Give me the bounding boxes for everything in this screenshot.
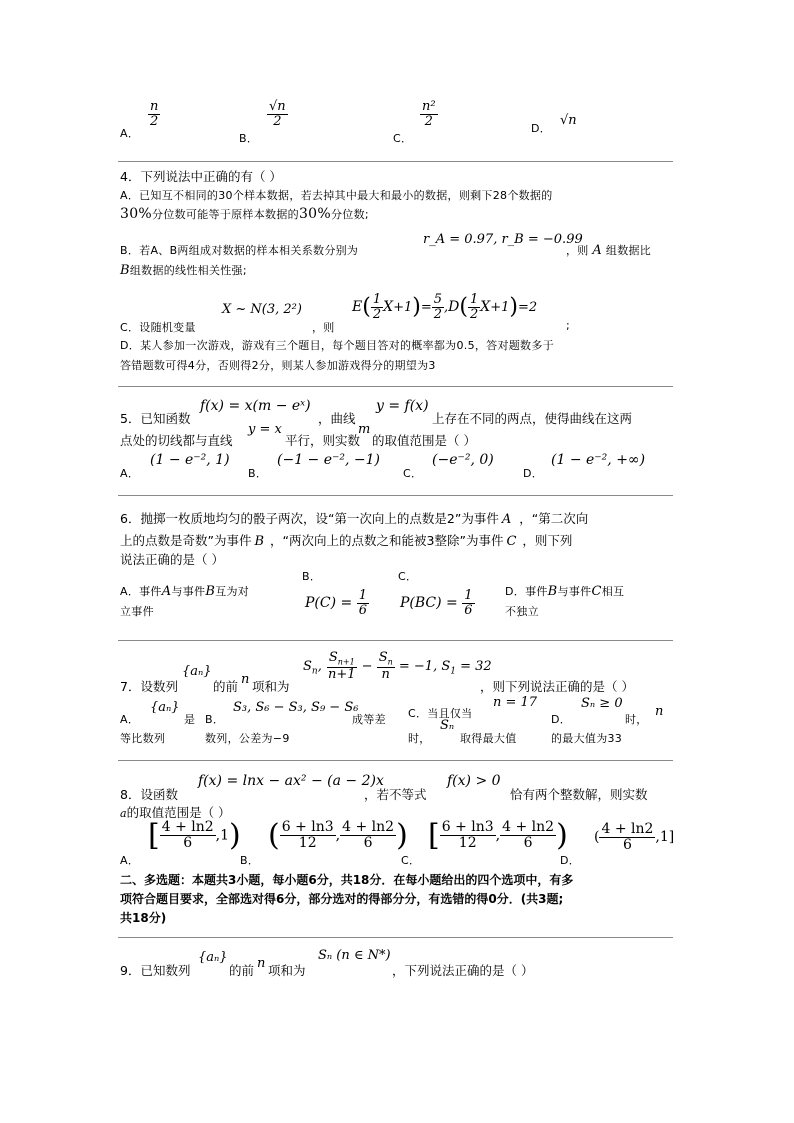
q8-line2: a的取值范围是（ ） [120,805,231,820]
q3-option-c-expr: $\frac{\text{n²}}{2}$ [422,99,436,129]
q7-option-a-line1: A． [120,713,140,726]
q7-option-b-label: B． [205,713,225,726]
q6-option-b-expr: P(C) = $\frac{1}{6}$ [305,588,367,618]
q8-option-c-label: C． [401,854,421,867]
q8-function: f(x) = lnx − ax² − (a − 2)x [198,773,384,789]
q9-stem-2: 的前 [229,963,255,978]
q4-option-b-line1-end: ，则 A 组数据比 [566,243,652,258]
q9-stem-1: 9．已知数列 [120,963,191,978]
q8-option-a-expr: [ $\frac{4 + \ln 2}{6}$ ,1) [148,818,241,853]
q7-option-c-label: C．当且仅当 [408,707,473,720]
q9-stem-4: ，下列说法正确的是（ ） [392,963,534,978]
q8-inequality: f(x) > 0 [447,773,501,789]
q4-option-b-line1: B．若A、B两组成对数据的样本相关系数分别为 [120,244,359,257]
q6-option-b-label: B． [302,570,322,583]
q5-stem-3: 上存在不同的两点，使得曲线在这两 [432,411,633,426]
q4-option-d-line1: D．某人参加一次游戏，游戏有三个题目，每个题目答对的概率都为0.5，答对题数多于 [120,339,554,352]
q4-option-b-correlation: r_A = 0.97, r_B = −0.99 [423,232,583,247]
q5-option-a-label: A． [120,467,140,480]
q5-line2-1: 点处的切线都与直线 [120,433,233,448]
q3-option-d-expr: √n [560,113,577,128]
q6-option-a-line1: A．事件A与事件B互为对 [120,584,250,599]
q8-stem-3: 恰有两个整数解，则实数 [510,787,648,802]
q5-option-b-expr: (−1 − e⁻², −1) [277,452,381,468]
q7-condition: $S_n$, $\frac{S_{n+1}}{n+1}$ − $\frac{S_n}{n}$ = −1, $S_1 = 32$ [303,650,492,682]
q7-option-a-text2: 等比数列 [120,732,166,745]
q7-option-d-n: n [655,704,664,719]
q9-n: n [257,956,266,971]
q5-function: f(x) = x(m − eˣ) [200,398,311,414]
q7-option-c-cond: n = 17 [493,695,538,710]
divider-6 [118,937,673,938]
q4-option-c-expr: E( $\frac{1}{2}$ X+1)= $\frac{5}{2}$ ,D( $\frac{1}{2}$ X+1)=2 [352,292,538,322]
q7-option-b-text2: 数列，公差为−9 [205,732,290,745]
q4-option-a-line1: A．已知互不相同的30个样本数据，若去掉其中最大和最小的数据，则剩下28个数据的 [120,189,553,202]
divider-5 [118,760,673,761]
q3-option-a-label: A． [120,127,140,140]
q7-option-d-text1: 时， [625,713,648,726]
divider-3 [118,495,673,496]
q6-option-c-expr: P(BC) = $\frac{1}{6}$ [400,588,473,618]
q6-line3: 说法正确的是（ ） [120,552,224,567]
q7-option-c-S: Sₙ [440,718,455,733]
q5-option-d-expr: (1 − e⁻², +∞) [551,452,646,468]
q4-stem: 4．下列说法中正确的有（ ） [120,169,282,184]
q5-stem-2: ，曲线 [318,411,356,426]
q5-option-c-expr: (−e⁻², 0) [432,452,494,468]
q8-option-a-label: A． [120,854,140,867]
section2-heading-line3: 共18分) [120,911,167,925]
q4-option-b-line2: B组数据的线性相关性强; [120,263,247,278]
q6-option-c-label: C． [398,570,418,583]
q3-option-b-expr: $\frac{√n}{2}$ [269,99,286,129]
q7-option-d-label: D． [551,713,572,726]
q5-option-d-label: D． [523,467,544,480]
q7-stem-4: ，则下列说法正确的是（ ） [480,679,634,694]
q8-option-b-label: B． [240,854,260,867]
q8-stem-1: 8．设函数 [120,787,178,802]
q5-option-a-expr: (1 − e⁻², 1) [150,452,230,468]
q7-option-d-text2: 的最大值为33 [551,732,623,745]
q7-option-d-cond: Sₙ ≥ 0 [581,696,623,711]
q5-option-c-label: C． [403,467,423,480]
q7-stem-3: 项和为 [252,679,290,694]
divider-4 [118,640,673,641]
q7-stem-2: 的前 [213,679,239,694]
q6-option-d-line1: D．事件B与事件C相互 [505,584,625,599]
q7-option-a-text1: 是 [184,713,196,726]
q7-sequence: {aₙ} [182,664,212,679]
q7-option-c-text1: 时， [408,732,431,745]
q4-option-a-line2: 30%分位数可能等于原样本数据的30%分位数; [120,206,369,222]
q8-option-d-expr: ( $\frac{4 + \ln 2}{6}$ ,1] [594,821,675,853]
q4-option-d-line2: 答错题数可得4分，否则得2分，则某人参加游戏得分的期望为3 [120,359,436,372]
q8-option-b-expr: ( $\frac{6 + \ln 3}{12}$ , $\frac{4 + \ln 2}{6}$ ) [268,818,408,853]
q7-option-b-text1: 成等差 [352,713,386,726]
section2-heading-line2: 项符合题目要求，全部选对得6分，部分选对的得部分分，有选错的得0分．(共3题; [120,892,564,906]
q6-line1: 6．抛掷一枚质地均匀的骰子两次，设“第一次向上的点数是2”为事件 A ，“第二次向 [120,511,589,527]
q4-option-c-then: ，则 [312,321,335,334]
q5-curve: y = f(x) [376,398,429,414]
q7-option-b-expr: S₃, S₆ − S₃, S₉ − S₆ [233,700,359,715]
q5-stem-1: 5．已知函数 [120,411,191,426]
q6-option-d-line2: 不独立 [505,605,539,618]
divider-2 [118,386,673,387]
q6-line2: 上的点数是奇数”为事件 B ，“两次向上的点数之和能被3整除”为事件 C ，则下列 [120,533,573,549]
q8-option-c-expr: [ $\frac{6 + \ln 3}{12}$ , $\frac{4 + \ln 2}{6}$ ) [428,818,568,853]
q9-sum: Sₙ (n ∈ N*) [318,948,391,963]
q5-line2-3: 的取值范围是（ ） [372,433,476,448]
q3-option-a-expr: $\frac{n}{2}$ [150,99,159,129]
q4-option-c-distribution: X ~ N(3, 2²) [222,302,302,317]
q3-option-c-label: C． [393,132,413,145]
q7-option-c-text2: 取得最大值 [460,732,517,745]
q5-variable: m [358,422,371,437]
q4-option-c-end: ; [566,319,571,332]
q8-stem-2: ，若不等式 [364,787,427,802]
q7-n: n [241,672,250,687]
q9-sequence: {aₙ} [198,950,228,965]
q5-line: y = x [248,422,282,437]
q4-option-c-label: C．设随机变量 [120,321,196,334]
q3-option-b-label: B． [239,132,259,145]
q5-option-b-label: B． [248,467,268,480]
q7-stem-1: 7．设数列 [120,679,178,694]
divider-1 [118,161,673,162]
q3-option-d-label: D． [531,122,552,135]
q9-stem-3: 项和为 [268,963,306,978]
q8-option-d-label: D． [560,854,581,867]
q6-option-a-line2: 立事件 [120,605,154,618]
q5-line2-2: 平行，则实数 [285,433,361,448]
section2-heading-line1: 二、多选题：本题共3小题，每小题6分，共18分．在每小题给出的四个选项中，有多 [120,873,574,887]
q7-option-a-seq: {aₙ} [150,700,180,715]
